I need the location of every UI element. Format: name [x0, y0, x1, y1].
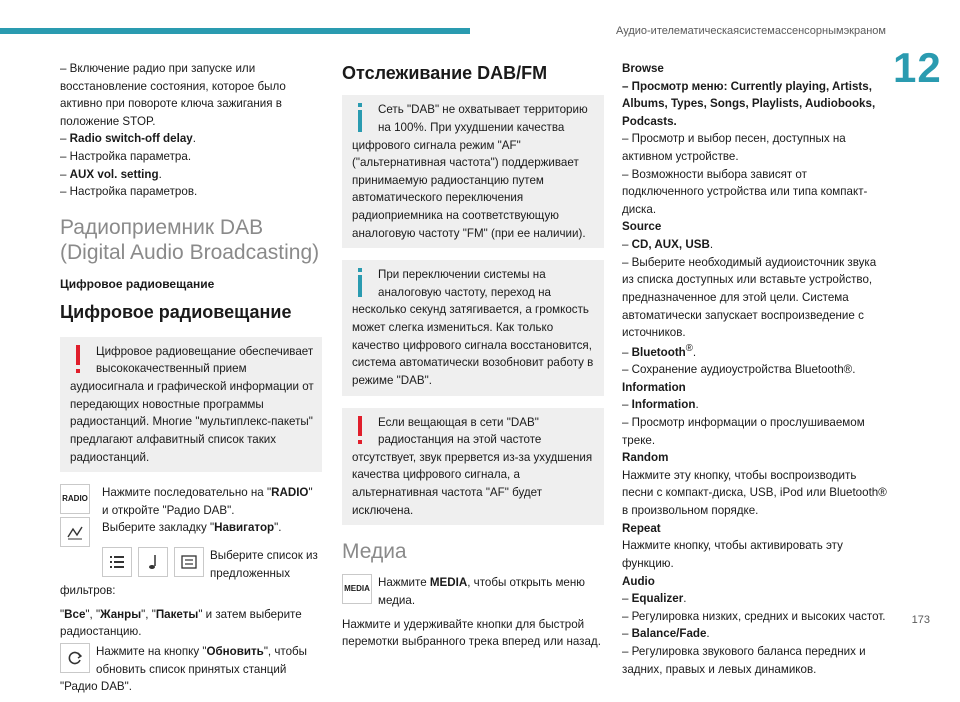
header-accent-bar: [0, 28, 470, 34]
info-icon: [352, 103, 370, 133]
warning-note-digital-radio: Цифровое радиовещание обеспечивает высококачественный прием аудиосигнала и графической информации от передающих новостные программы радиостанций. Многие "мультиплекс-пакеты" предлагают алфавитный список таких радиостанций.: [60, 337, 322, 472]
text-information: – Information.: [622, 398, 699, 412]
heading-digital-radio: Цифровое радиовещание: [60, 302, 292, 323]
heading-dab-fm: Отслеживание DAB/FM: [342, 63, 548, 83]
text-source-select: – Выберите необходимый аудиоисточник звука из списка доступных или вставьте устройство, предназначенное для этой цели. Система автоматически запускает воспроизведение с источников.: [622, 255, 877, 340]
text-press-hold: Нажмите и удерживайте кнопки для быстрой перемотки выбранного трека вперед или назад.: [342, 617, 601, 649]
chapter-number: 12: [893, 44, 942, 91]
text-balance: – Balance/Fade.: [622, 627, 710, 641]
text-filter-options: "Все", "Жанры", "Пакеты" и затем выберите радиостанцию.: [60, 607, 302, 639]
text-browse-menu: – Просмотр меню: Currently playing, Artists, Albums, Types, Songs, Playlists, Audiobooks, Podcasts.: [622, 79, 876, 128]
text-aux-vol: – AUX vol. setting.: [60, 167, 162, 181]
radio-button-icon[interactable]: RADIO: [60, 484, 90, 514]
warning-icon: [70, 345, 88, 375]
text-press-media: Нажмите MEDIA, чтобы открыть меню медиа.: [378, 576, 585, 607]
column-middle: [342, 60, 604, 651]
text-equalizer: – Equalizer.: [622, 592, 687, 606]
heading-dab: Радиоприемник DAB (Digital Audio Broadcasting): [60, 215, 320, 265]
music-note-icon[interactable]: [138, 547, 168, 577]
info-note-dab-coverage: Сеть "DAB" не охватывает территорию на 100%. При ухудшении качества цифрового сигнала режим "AF" ("альтернативная частота") поддерживает принимаемую радиостанцию путем автоматического переключения радиоприемника на соответствующую аналоговую частоту "FM" (при ее наличии).: [342, 95, 604, 248]
text-bluetooth-save: – Сохранение аудиоустройства Bluetooth®.: [622, 363, 856, 377]
label-repeat: Repeat: [622, 521, 661, 535]
text-repeat: Нажмите кнопку, чтобы активировать эту функцию.: [622, 539, 843, 570]
radio-instruction: [60, 484, 322, 537]
label-browse: Browse: [622, 62, 664, 75]
navigator-icon[interactable]: [60, 517, 90, 547]
warning-icon: [352, 416, 370, 446]
list-icon[interactable]: [102, 547, 132, 577]
warning-note-no-station: Если вещающая в сети "DAB" радиостанция на этой частоте отсутствует, звук прервется из-за ухудшения качества цифрового сигнала, а альтернативная частота "AF" будет исключена.: [342, 408, 604, 526]
info-note-switching: При переключении системы на аналоговую частоту, переход на несколько секунд затягивается, а громкость может слегка измениться. Как только качество цифрового сигнала восстановится, система автоматически возобновит работу в режиме "DAB".: [342, 260, 604, 395]
media-instruction: [342, 574, 604, 609]
text-params-setting: – Настройка параметров.: [60, 185, 198, 199]
subheading-digital-radio: Цифровое радиовещание: [60, 277, 215, 292]
text-balance-desc: – Регулировка звукового баланса передних и задних, правых и левых динамиков.: [622, 644, 866, 676]
column-right: [622, 60, 888, 678]
text-select-navigator: Выберите закладку "Навигатор".: [102, 521, 282, 535]
page-number: 173: [911, 614, 930, 626]
update-instruction: [60, 643, 322, 696]
text-information-view: – Просмотр информации о прослушиваемом треке.: [622, 416, 865, 447]
header-title: Аудио-ителематическаясистемассенсорнымэкраном: [615, 25, 886, 37]
label-random: Random: [622, 451, 669, 465]
text-browse-options: – Возможности выбора зависят от подключенного устройства или типа компакт-диска.: [622, 167, 868, 216]
filter-instruction: [60, 547, 322, 600]
heading-media: Медиа: [342, 540, 407, 564]
label-information: Information: [622, 380, 686, 394]
text-bluetooth: – Bluetooth®.: [622, 342, 697, 359]
column-left: [60, 60, 322, 702]
text-source-list: – CD, AUX, USB.: [622, 238, 714, 252]
info-icon: [352, 268, 370, 298]
text-equalizer-desc: – Регулировка низких, средних и высоких частот.: [622, 609, 886, 623]
text-select-filter: Выберите список из предложенных фильтров:: [60, 548, 318, 598]
packages-icon[interactable]: [174, 547, 204, 577]
text-press-update: Нажмите на кнопку "Обновить", чтобы обновить список принятых станций "Радио DAB".: [60, 644, 308, 694]
text-param-setting: – Настройка параметра.: [60, 150, 192, 164]
text-browse-select: – Просмотр и выбор песен, доступных на активном устройстве.: [622, 132, 846, 164]
text-press-radio: Нажмите последовательно на "RADIO" и откройте "Радио DAB".: [102, 486, 313, 517]
media-button-icon[interactable]: MEDIA: [342, 574, 372, 604]
refresh-icon[interactable]: [60, 643, 90, 673]
text-radio-switchoff: – Radio switch-off delay.: [60, 132, 196, 146]
text-random: Нажмите эту кнопку, чтобы воспроизводить песни с компакт-диска, USB, iPod или Bluetooth® в произвольном порядке.: [622, 468, 887, 518]
text-radio-startup: – Включение радио при запуске или восстановление состояния, которое было активно при повороте ключа зажигания в положение STOP.: [60, 62, 286, 128]
label-audio: Audio: [622, 574, 655, 588]
label-source: Source: [622, 220, 662, 234]
